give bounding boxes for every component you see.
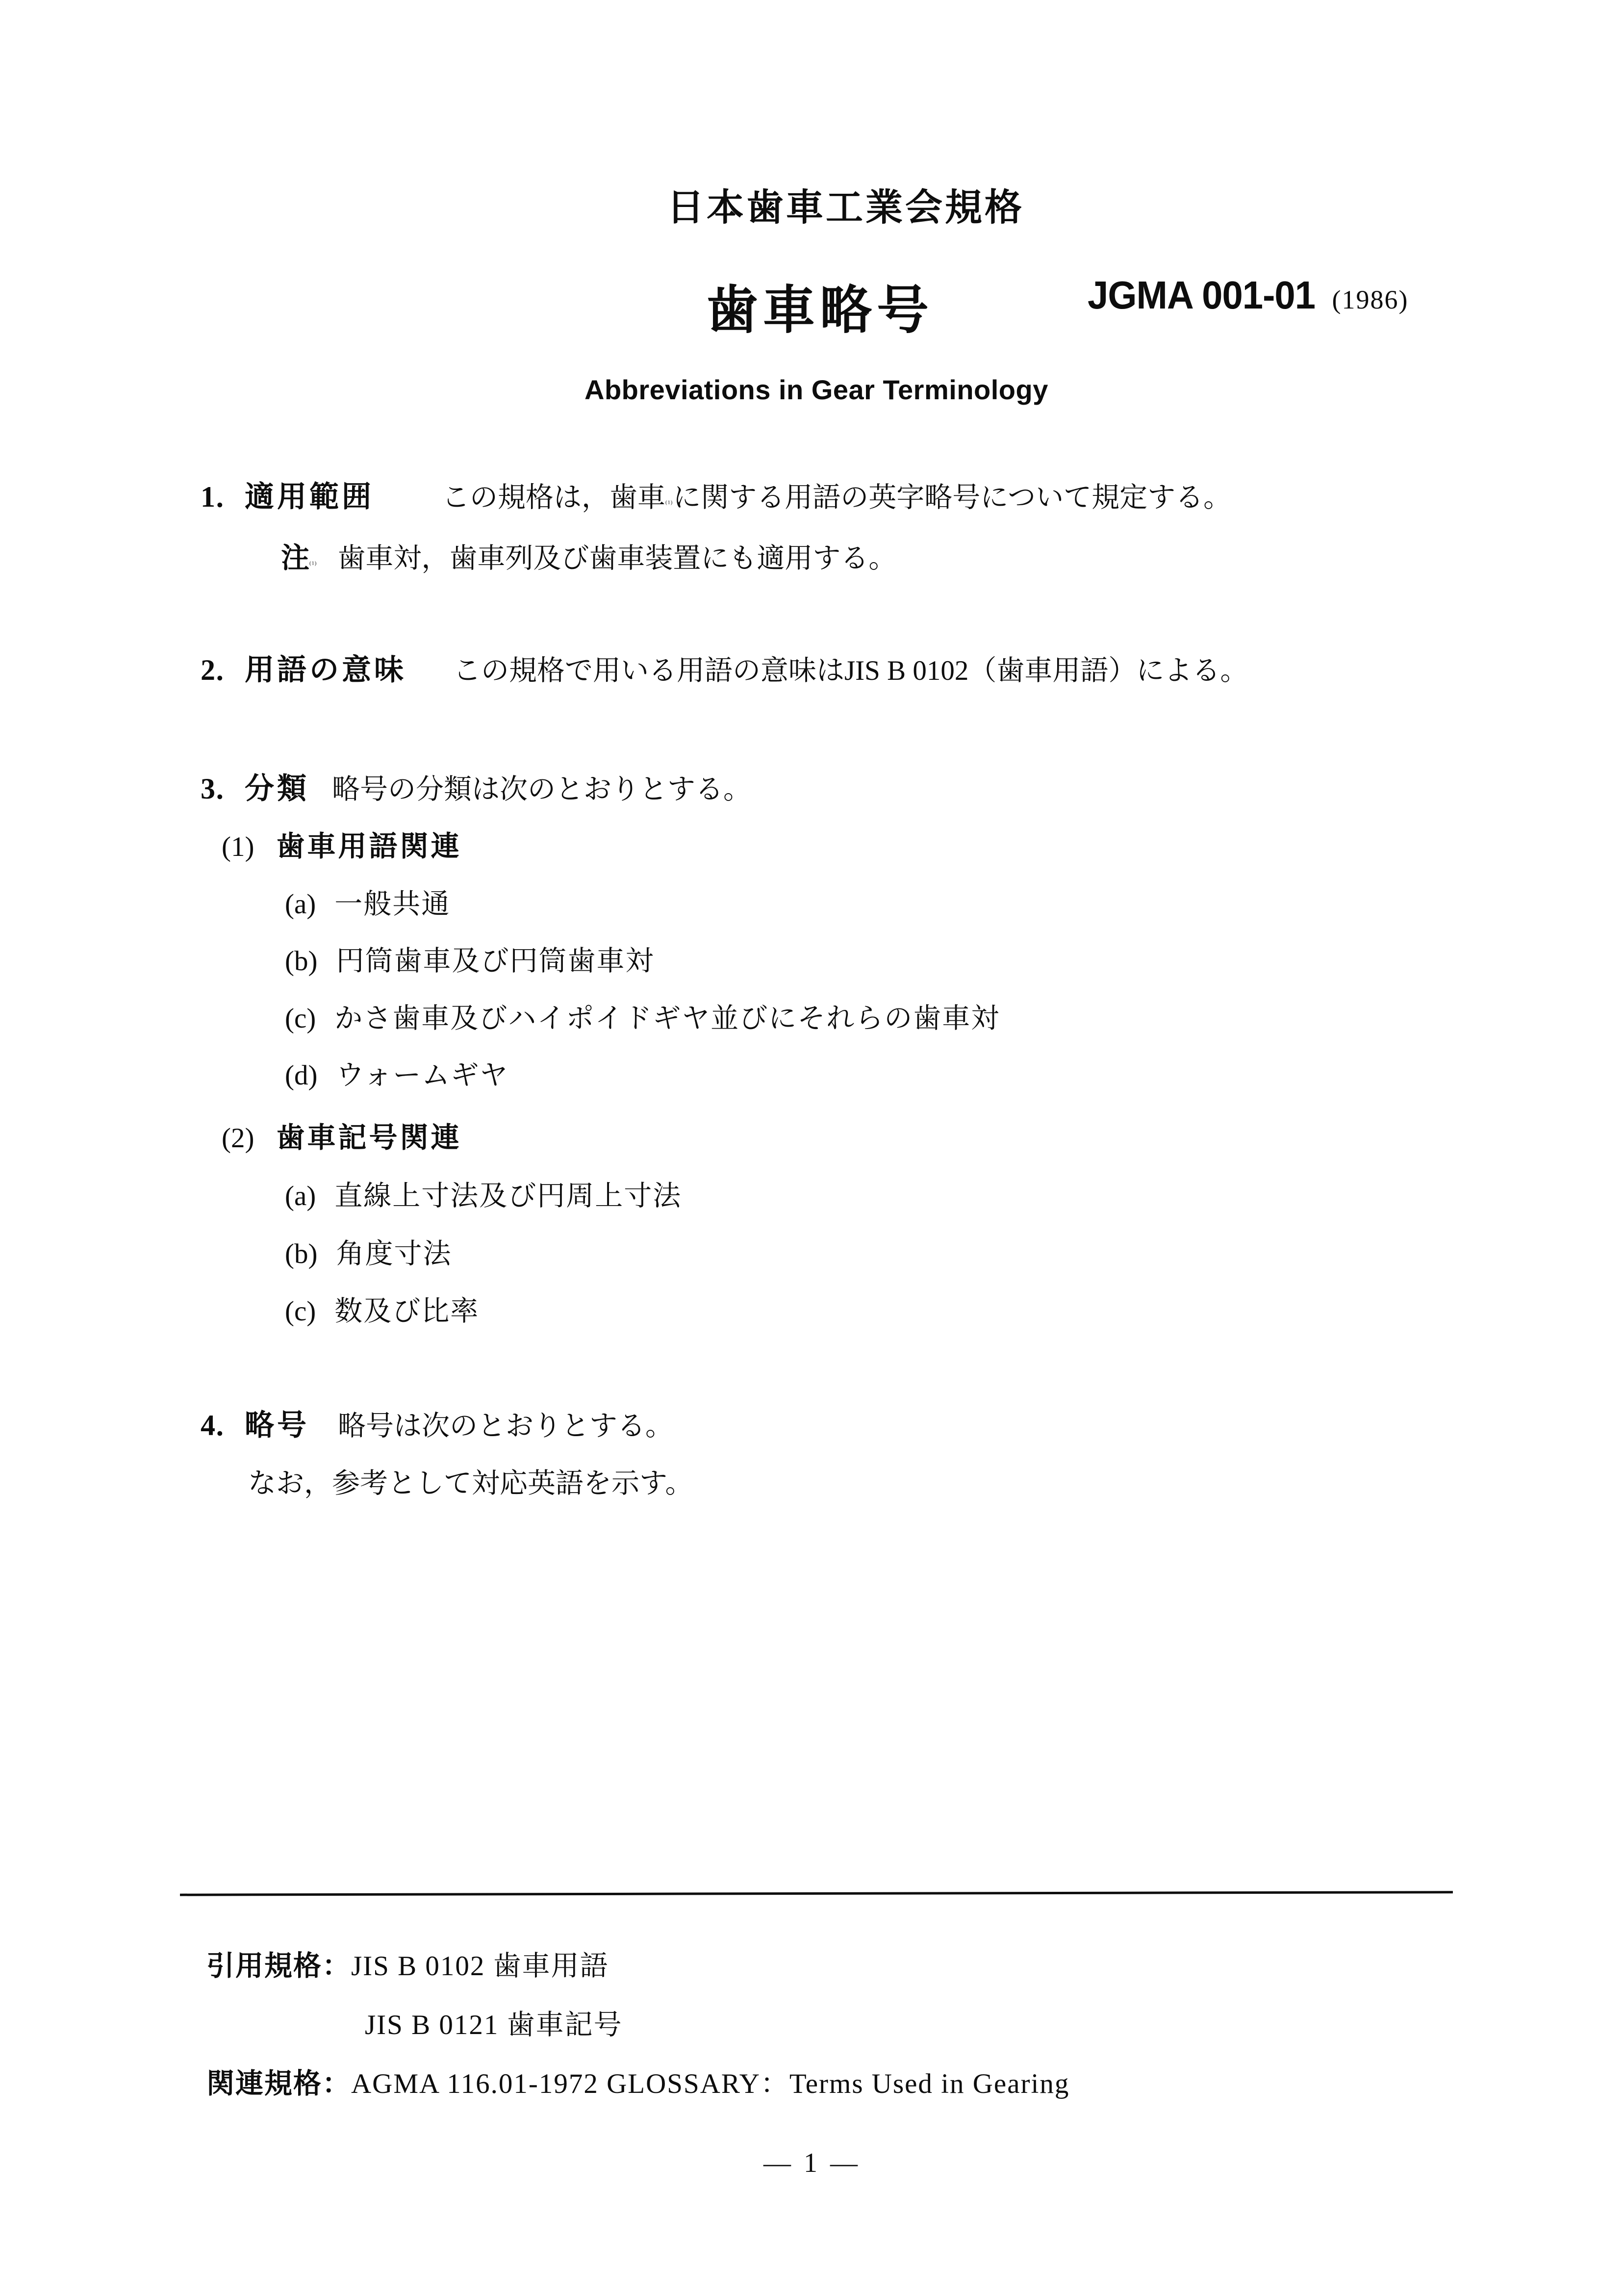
standard-code-row <box>1088 273 1408 318</box>
cited-standards-label: 引用規格： <box>206 1950 351 1982</box>
item-label: (c) <box>285 1003 316 1034</box>
section-2-heading: 用語の意味 <box>245 653 406 686</box>
classification-group-2 <box>222 1114 461 1156</box>
item-label: (d) <box>285 1060 318 1091</box>
group-2-title: 歯車記号関連 <box>276 1122 462 1154</box>
list-item <box>285 881 450 922</box>
item-text: 角度寸法 <box>336 1238 452 1269</box>
item-text: 円筒歯車及び円筒歯車対 <box>336 946 655 977</box>
section-3-number: 3． <box>201 773 245 805</box>
item-text: かさ歯車及びハイポイドギヤ並びにそれらの歯車対 <box>334 1003 1000 1034</box>
section-1-heading-line <box>201 473 1231 516</box>
item-label: (b) <box>285 1238 318 1269</box>
section-4-note: なお，参考として対応英語を示す。 <box>248 1468 693 1499</box>
cited-standard-1: JIS B 0102 歯車用語 <box>351 1951 609 1982</box>
cited-standard-2: JIS B 0121 歯車記号 <box>365 2010 623 2040</box>
section-4-heading-line <box>201 1402 673 1444</box>
group-2-label: (2) <box>222 1123 254 1154</box>
note-text: 歯車対，歯車列及び歯車装置にも適用する。 <box>337 543 897 574</box>
item-text: 直線上寸法及び円周上寸法 <box>334 1181 682 1211</box>
section-4-body: 略号は次のとおりとする。 <box>338 1411 673 1442</box>
section-2-body: この規格で用いる用語の意味はJIS B 0102（歯車用語）による。 <box>453 655 1248 686</box>
item-text: ウォームギヤ <box>336 1060 509 1091</box>
standard-year: (1986) <box>1332 285 1409 314</box>
group-1-label: (1) <box>222 831 254 862</box>
item-label: (a) <box>285 1181 316 1211</box>
item-text: 数及び比率 <box>334 1296 480 1327</box>
related-standard-text: AGMA 116.01-1972 GLOSSARY：Terms Used in Gearing <box>351 2068 1070 2099</box>
section-2-heading-line <box>201 646 1248 689</box>
page-number: — 1 — <box>763 2148 861 2178</box>
section-1-note-line <box>281 535 896 576</box>
item-label: (a) <box>285 889 316 920</box>
section-4-heading: 略号 <box>245 1409 309 1442</box>
list-item <box>285 1053 508 1093</box>
group-1-title: 歯車用語関連 <box>276 830 462 862</box>
note-label: 注 <box>281 542 310 574</box>
list-item <box>285 1289 479 1329</box>
list-item <box>285 1231 452 1271</box>
item-label: (c) <box>285 1296 316 1327</box>
note-footnote-ref: (1) <box>309 561 317 567</box>
related-standards-line <box>206 2061 1069 2101</box>
item-text: 一般共通 <box>334 889 451 920</box>
section-1-footnote-ref: (1) <box>665 500 673 506</box>
document-title: 歯車略号 <box>706 282 934 339</box>
section-1-body-post: に関する用語の英字略号について規定する。 <box>673 482 1232 513</box>
classification-group-1 <box>222 823 461 864</box>
section-1-body-pre: この規格は，歯車 <box>442 482 665 513</box>
footer-divider-line <box>180 1891 1453 1896</box>
list-item <box>285 996 1000 1036</box>
section-3-heading: 分類 <box>245 772 309 805</box>
list-item <box>285 938 654 979</box>
cited-standards-line-1 <box>206 1943 609 1984</box>
section-4-number: 4． <box>201 1409 245 1442</box>
list-item <box>285 1173 682 1213</box>
section-1-number: 1． <box>201 481 245 513</box>
section-1-heading: 適用範囲 <box>245 480 374 513</box>
item-label: (b) <box>285 946 318 977</box>
subtitle-english: Abbreviations in Gear Terminology <box>584 374 1048 405</box>
org-standard-title: 日本歯車工業会規格 <box>667 187 1024 229</box>
standard-code: JGMA 001-01 <box>1088 273 1316 317</box>
section-3-heading-line <box>201 765 751 807</box>
section-3-body: 略号の分類は次のとおりとする。 <box>332 774 751 805</box>
related-standards-label: 関連規格： <box>206 2068 351 2099</box>
section-2-number: 2． <box>201 654 245 686</box>
